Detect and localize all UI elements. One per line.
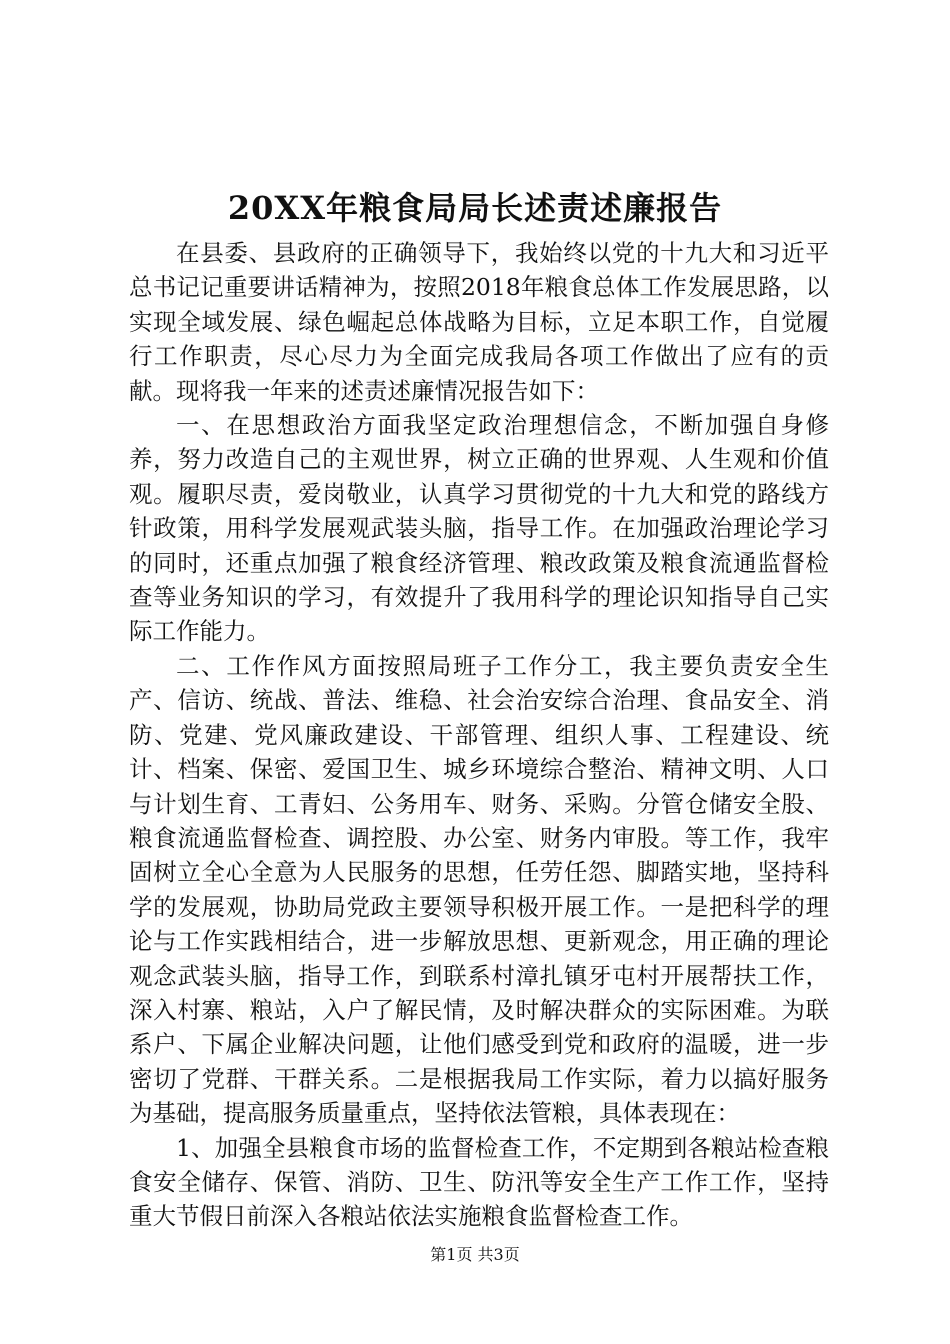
paragraph-item-1: 1、加强全县粮食市场的监督检查工作，不定期到各粮站检查粮食安全储存、保管、消防、卫生、防汛等安全生产工作工作，坚持重大节假日前深入各粮站依法实施粮食监督检查工作。 (129, 1133, 829, 1231)
document-title: 20XX年粮食局局长述责述廉报告 (227, 189, 723, 227)
document-body (129, 236, 829, 1234)
paragraph-section-2: 二、工作作风方面按照局班子工作分工，我主要负责安全生产、信访、统战、普法、维稳、社会治安综合治理、食品安全、消防、党建、党风廉政建设、干部管理、组织人事、工程建设、统计、档案、保密、爱国卫生、城乡环境综合整治、精神文明、人口与计划生育、工青妇、公务用车、财务、采购。分管仓储安全股、粮食流通监督检查、调控股、办公室、财务内审股。等工作，我牢固树立全心全意为人民服务的思想，任劳任怨、脚踏实地，坚持科学的发展观，协助局党政主要领导积极开展工作。一是把科学的理论与工作实践相结合，进一步解放思想、更新观念，用正确的理论观念武装头脑，指导工作，到联系村漳扎镇牙屯村开展帮扶工作，深入村寨、粮站，入户了解民情，及时解决群众的实际困难。为联系户、下属企业解决问题，让他们感受到党和政府的温暖，进一步密切了党群、干群关系。二是根据我局工作实际，着力以搞好服务为基础，提高服务质量重点，坚持依法管粮，具体表现在： (129, 651, 829, 1128)
paragraph-section-1: 一、在思想政治方面我坚定政治理想信念，不断加强自身修养，努力改造自己的主观世界，树立正确的世界观、人生观和价值观。履职尽责，爱岗敬业，认真学习贯彻党的十九大和党的路线方针政策，用科学发展观武装头脑，指导工作。在加强政治理论学习的同时，还重点加强了粮食经济管理、粮改政策及粮食流通监督检查等业务知识的学习，有效提升了我用科学的理论识知指导自己实际工作能力。 (129, 411, 829, 646)
page-footer: 第1页 共3页 (430, 1245, 520, 1264)
paragraph-intro: 在县委、县政府的正确领导下，我始终以党的十九大和习近平总书记记重要讲话精神为，按照2018年粮食总体工作发展思路，以实现全域发展、绿色崛起总体战略为目标，立足本职工作，自觉履行工作职责，尽心尽力为全面完成我局各项工作做出了应有的贡献。现将我一年来的述责述廉情况报告如下： (129, 239, 829, 405)
